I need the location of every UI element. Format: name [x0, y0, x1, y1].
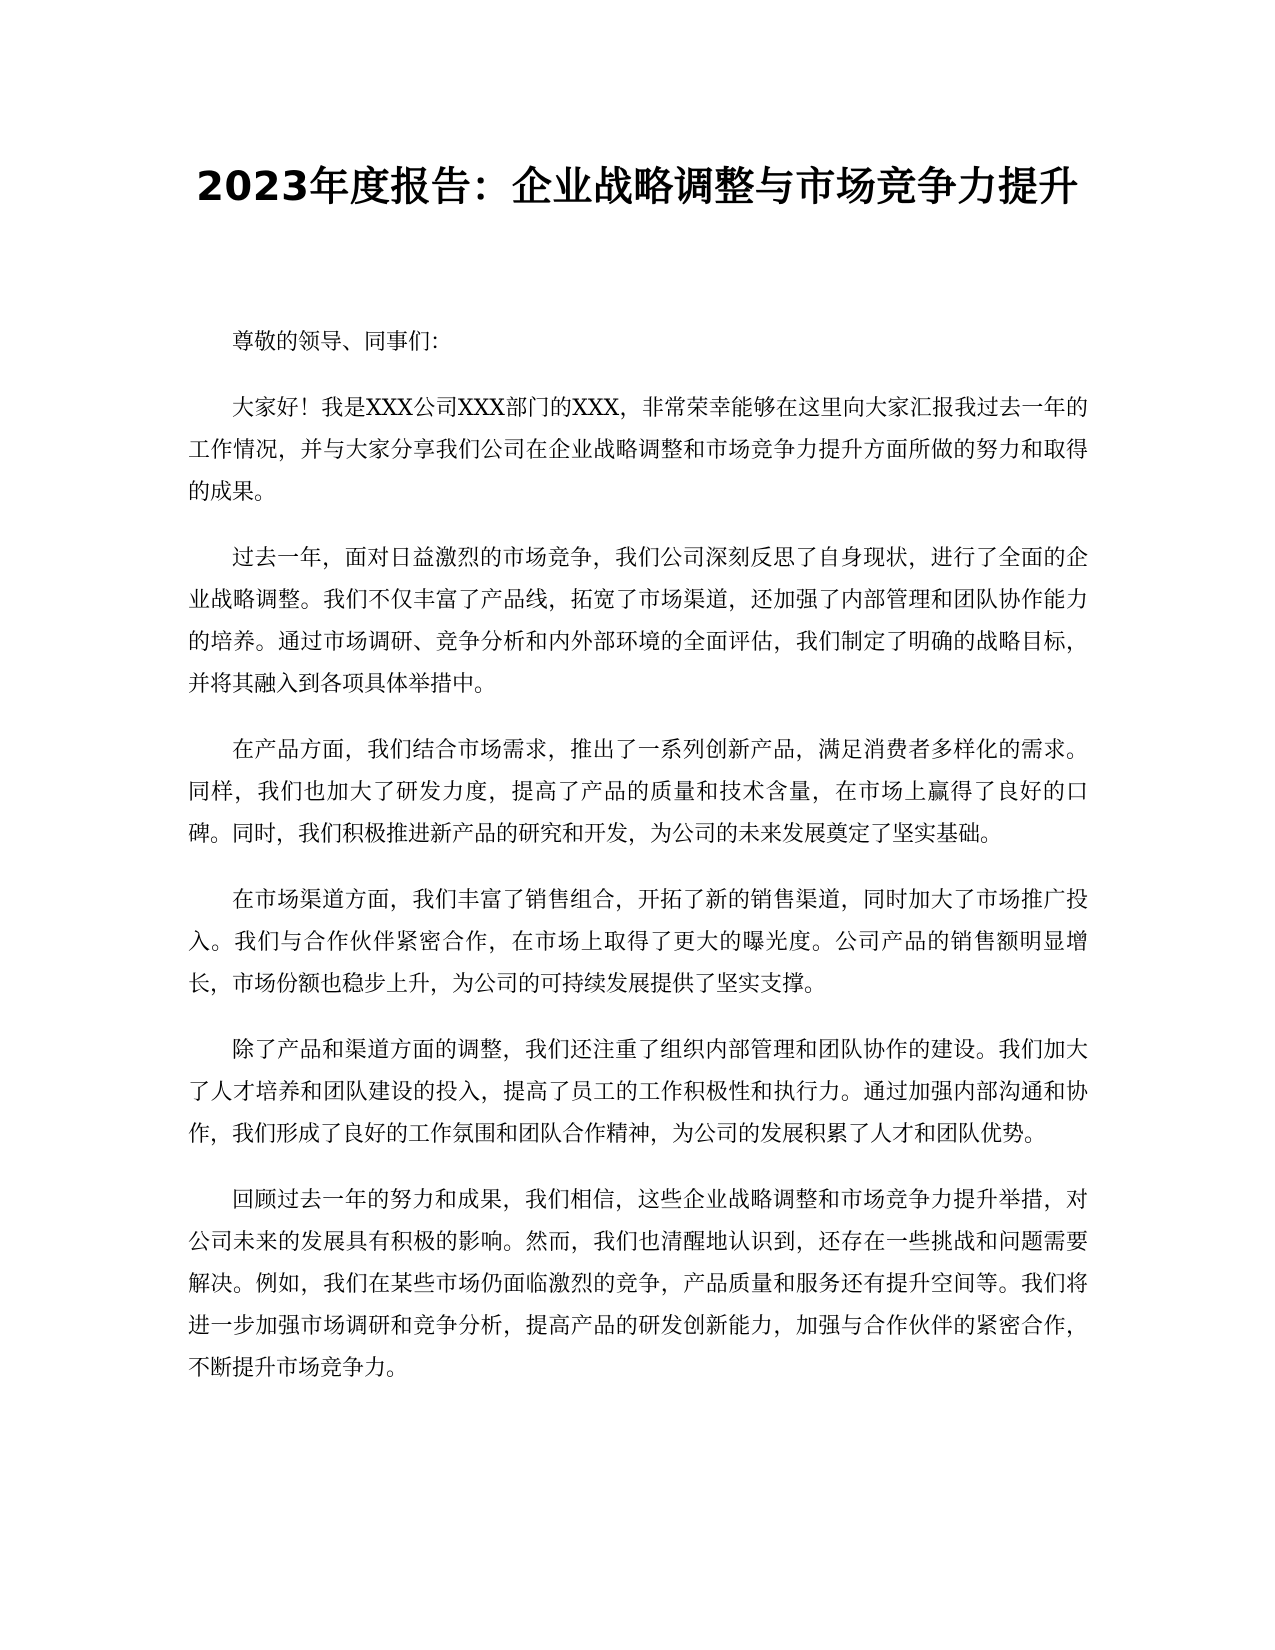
- paragraph-products: 在产品方面，我们结合市场需求，推出了一系列创新产品，满足消费者多样化的需求。同样，我们也加大了研发力度，提高了产品的质量和技术含量，在市场上赢得了良好的口碑。同时，我们积极推进新产品的研究和开发，为公司的未来发展奠定了坚实基础。: [188, 738, 1088, 847]
- paragraph-introduction: 大家好！我是XXX公司XXX部门的XXX，非常荣幸能够在这里向大家汇报我过去一年的工作情况，并与大家分享我们公司在企业战略调整和市场竞争力提升方面所做的努力和取得的成果。: [188, 396, 1088, 505]
- paragraph-internal-management: 除了产品和渠道方面的调整，我们还注重了组织内部管理和团队协作的建设。我们加大了人才培养和团队建设的投入，提高了员工的工作积极性和执行力。通过加强内部沟通和协作，我们形成了良好的工作氛围和团队合作精神，为公司的发展积累了人才和团队优势。: [188, 1038, 1088, 1147]
- paragraph-market-channels: 在市场渠道方面，我们丰富了销售组合，开拓了新的销售渠道，同时加大了市场推广投入。我们与合作伙伴紧密合作，在市场上取得了更大的曝光度。公司产品的销售额明显增长，市场份额也稳步上升，为公司的可持续发展提供了坚实支撑。: [188, 888, 1088, 997]
- paragraph-review-outlook: 回顾过去一年的努力和成果，我们相信，这些企业战略调整和市场竞争力提升举措，对公司未来的发展具有积极的影响。然而，我们也清醒地认识到，还存在一些挑战和问题需要解决。例如，我们在某些市场仍面临激烈的竞争，产品质量和服务还有提升空间等。我们将进一步加强市场调研和竞争分析，提高产品的研发创新能力，加强与合作伙伴的紧密合作，不断提升市场竞争力。: [188, 1188, 1088, 1381]
- paragraph-strategy-adjustment: 过去一年，面对日益激烈的市场竞争，我们公司深刻反思了自身现状，进行了全面的企业战略调整。我们不仅丰富了产品线，拓宽了市场渠道，还加强了内部管理和团队协作能力的培养。通过市场调研、竞争分析和内外部环境的全面评估，我们制定了明确的战略目标，并将其融入到各项具体举措中。: [188, 546, 1088, 697]
- greeting: 尊敬的领导、同事们：: [232, 330, 453, 355]
- page-title: 2023年度报告：企业战略调整与市场竞争力提升: [196, 164, 1079, 210]
- document-body: [188, 322, 1088, 1414]
